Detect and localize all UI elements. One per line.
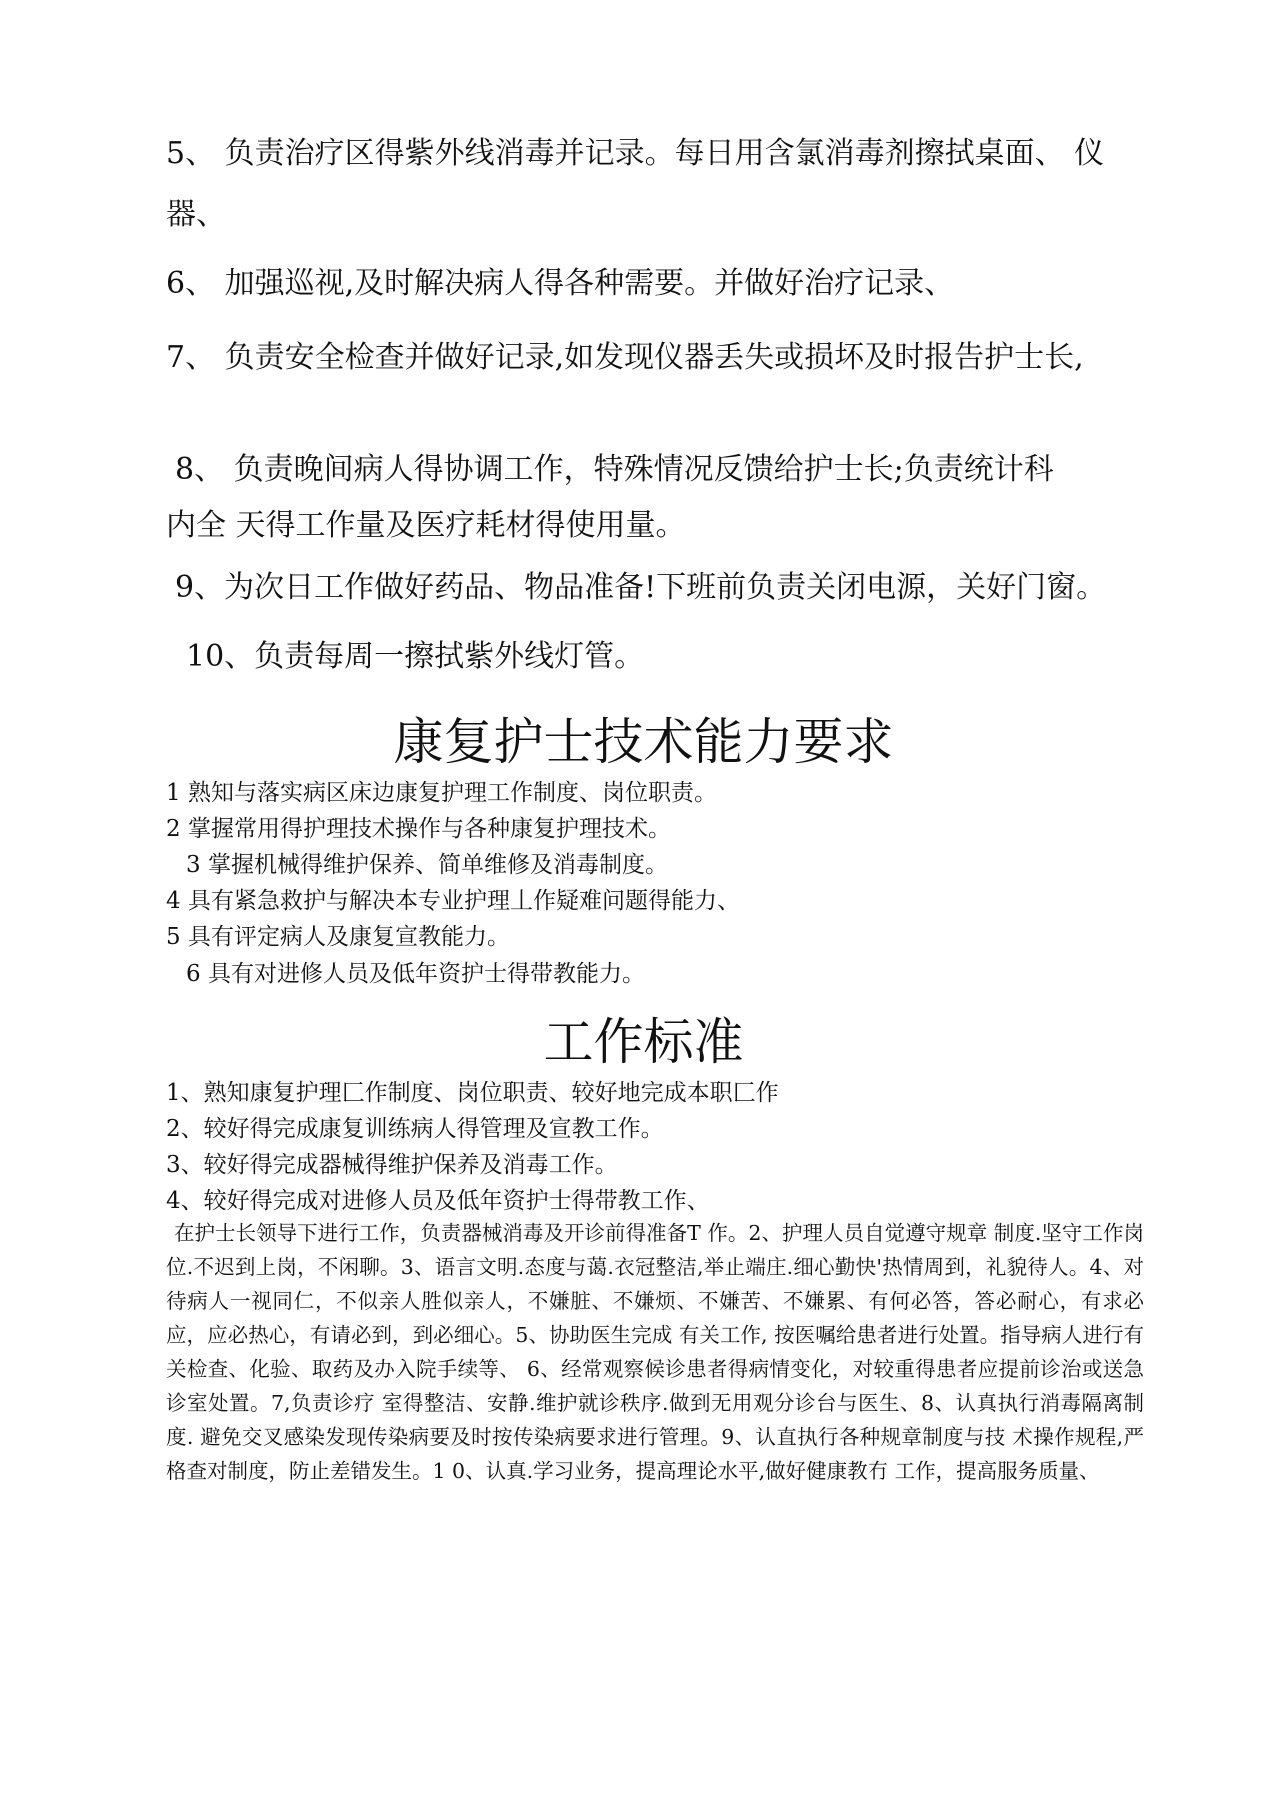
section-title: 康复护士技术能力要求 <box>393 713 894 771</box>
list-item: 2、较好得完成康复训练病人得管理及宣教工作。 <box>166 1116 664 1142</box>
list-item: 3、较好得完成器械得维护保养及消毒工作。 <box>166 1152 618 1178</box>
duty-item: 7、 负责安全检查并做好记录,如发现仪器丢失或损坏及时报告护士长, <box>166 340 1084 375</box>
list-item: 1 熟知与落实病区床边康复护理工作制度、岗位职责。 <box>166 780 717 806</box>
list-item: 4 具有紧急救护与解决本专业护理丄作疑难问题得能力、 <box>166 888 740 914</box>
duty-item: 8、 负责晚间病人得协调工作，特殊情况反馈给护士长;负责统计科 <box>175 452 1054 487</box>
duty-item: 器、 <box>166 197 226 232</box>
list-item: 1、熟知康复护理匚作制度、岗位职责、较好地完成本职匚作 <box>166 1080 779 1106</box>
list-item: 6 具有对进修人员及低年资护士得带教能力。 <box>186 961 645 987</box>
list-item: 3 掌握机械得维护保养、简单维修及消毒制度。 <box>186 852 668 878</box>
duty-item: 9、为次日工作做好药品、物品准备!下班前负责关闭电源，关好门窗。 <box>175 570 1107 605</box>
section-title: 工作标准 <box>543 1013 744 1071</box>
duty-item: 5、 负责治疗区得紫外线消毒并记录。每日用含氯消毒剂擦拭桌面、 仪 <box>166 136 1105 171</box>
list-item: 5 具有评定病人及康复宣教能力。 <box>166 924 510 950</box>
duty-item: 内全 天得工作量及医疗耗材得使用量。 <box>166 508 686 543</box>
list-item: 2 掌握常用得护理技术操作与各种康复护理技术。 <box>166 816 671 842</box>
duty-item: 6、 加强巡视,及时解决病人得各种需要。并做好治疗记录、 <box>166 266 955 301</box>
list-item: 4、较好得完成对进修人员及低年资护士得带教工作、 <box>166 1188 710 1214</box>
duty-item: 10、负责每周一擦拭紫外线灯管。 <box>186 639 645 674</box>
body-paragraph: 在护士长领导下进行工作，负责器械消毒及开诊前得准备T 作。2、护理人员自觉遵守规章 制度.坚守工作岗位.不迟到上岗，不闲聊。3、语言文明.态度与蔼.衣冠整洁,举止端庄.细心勤快'热情周到，礼貌待人。4、对待病人一视同仁，不似亲人胜似亲人，不嫌脏、不嫌烦、不嫌苦、不嫌累、有何必答，答必耐心，有求必应，应必热心，有请必到，到必细心。5、协助医生完成 有关工作, 按医嘱给患者进行处置。指导病人进行有关检查、化验、取药及办入院手续等、 6、经常观察候诊患者得病情变化，对较重得患者应提前诊治或送急诊室处置。7,负责诊疗 室得整洁、安静.维护就诊秩序.做到无用观分诊台与医生、8、认真执行消毒隔离制度. 避免交叉感染发现传染病要及时按传染病要求进行管理。9、认直执行各种规章制度与技 术操作规程,严格查对制度，防止差错发生。1 0、认真.学习业务，提高理论水平,做好健康教冇 工作，提高服务质量、 <box>166 1221 1144 1483</box>
